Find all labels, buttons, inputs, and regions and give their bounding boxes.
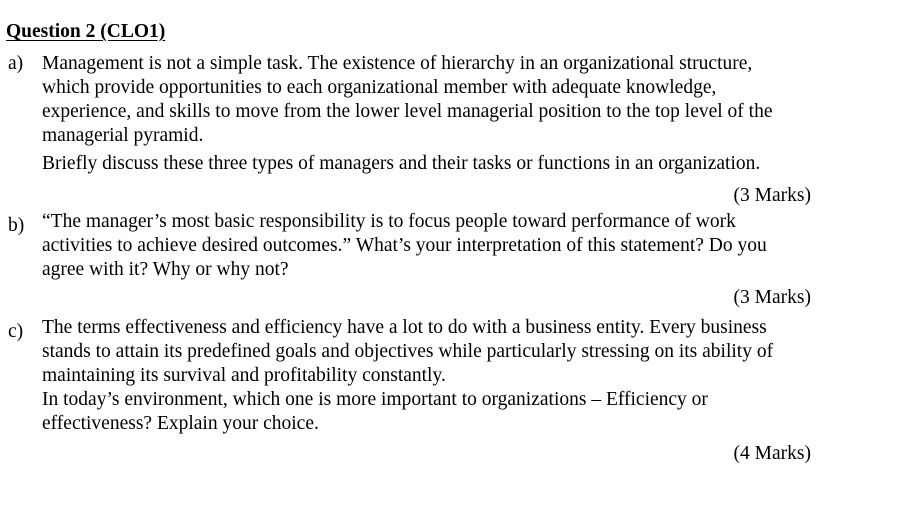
question-line: which provide opportunities to each organizational member with adequate knowledge, <box>42 77 717 98</box>
question-label: a) <box>8 53 24 74</box>
question-line: stands to attain its predefined goals and objectives while particularly stressing on its ability of <box>42 341 774 362</box>
question-line: experience, and skills to move from the lower level managerial position to the top level of the <box>42 101 773 122</box>
question-prompt: In today’s environment, which one is more important to organizations – Efficiency or <box>42 389 708 410</box>
question-prompt: Briefly discuss these three types of managers and their tasks or functions in an organization. <box>42 153 761 174</box>
question-title: Question 2 (CLO1) <box>6 21 166 42</box>
question-line: The terms effectiveness and efficiency have a lot to do with a business entity. Every business <box>42 317 767 338</box>
question-line: activities to achieve desired outcomes.” What’s your interpretation of this statement? Do you <box>42 235 767 256</box>
question-line: managerial pyramid. <box>42 125 204 146</box>
question-text <box>42 210 852 282</box>
question-line: maintaining its survival and profitability constantly. <box>42 365 446 386</box>
question-line: “The manager’s most basic responsibility is to focus people toward performance of work <box>42 211 736 232</box>
question-line: agree with it? Why or why not? <box>42 259 289 280</box>
marks-label: (3 Marks) <box>733 287 811 308</box>
marks-label: (4 Marks) <box>733 443 811 464</box>
question-prompt: effectiveness? Explain your choice. <box>42 413 319 434</box>
question-label: b) <box>8 215 25 236</box>
marks-label: (3 Marks) <box>733 185 811 206</box>
question-text <box>42 52 852 176</box>
question-text <box>42 316 852 436</box>
question-label: c) <box>8 321 24 342</box>
question-line: Management is not a simple task. The existence of hierarchy in an organizational structure, <box>42 53 753 74</box>
